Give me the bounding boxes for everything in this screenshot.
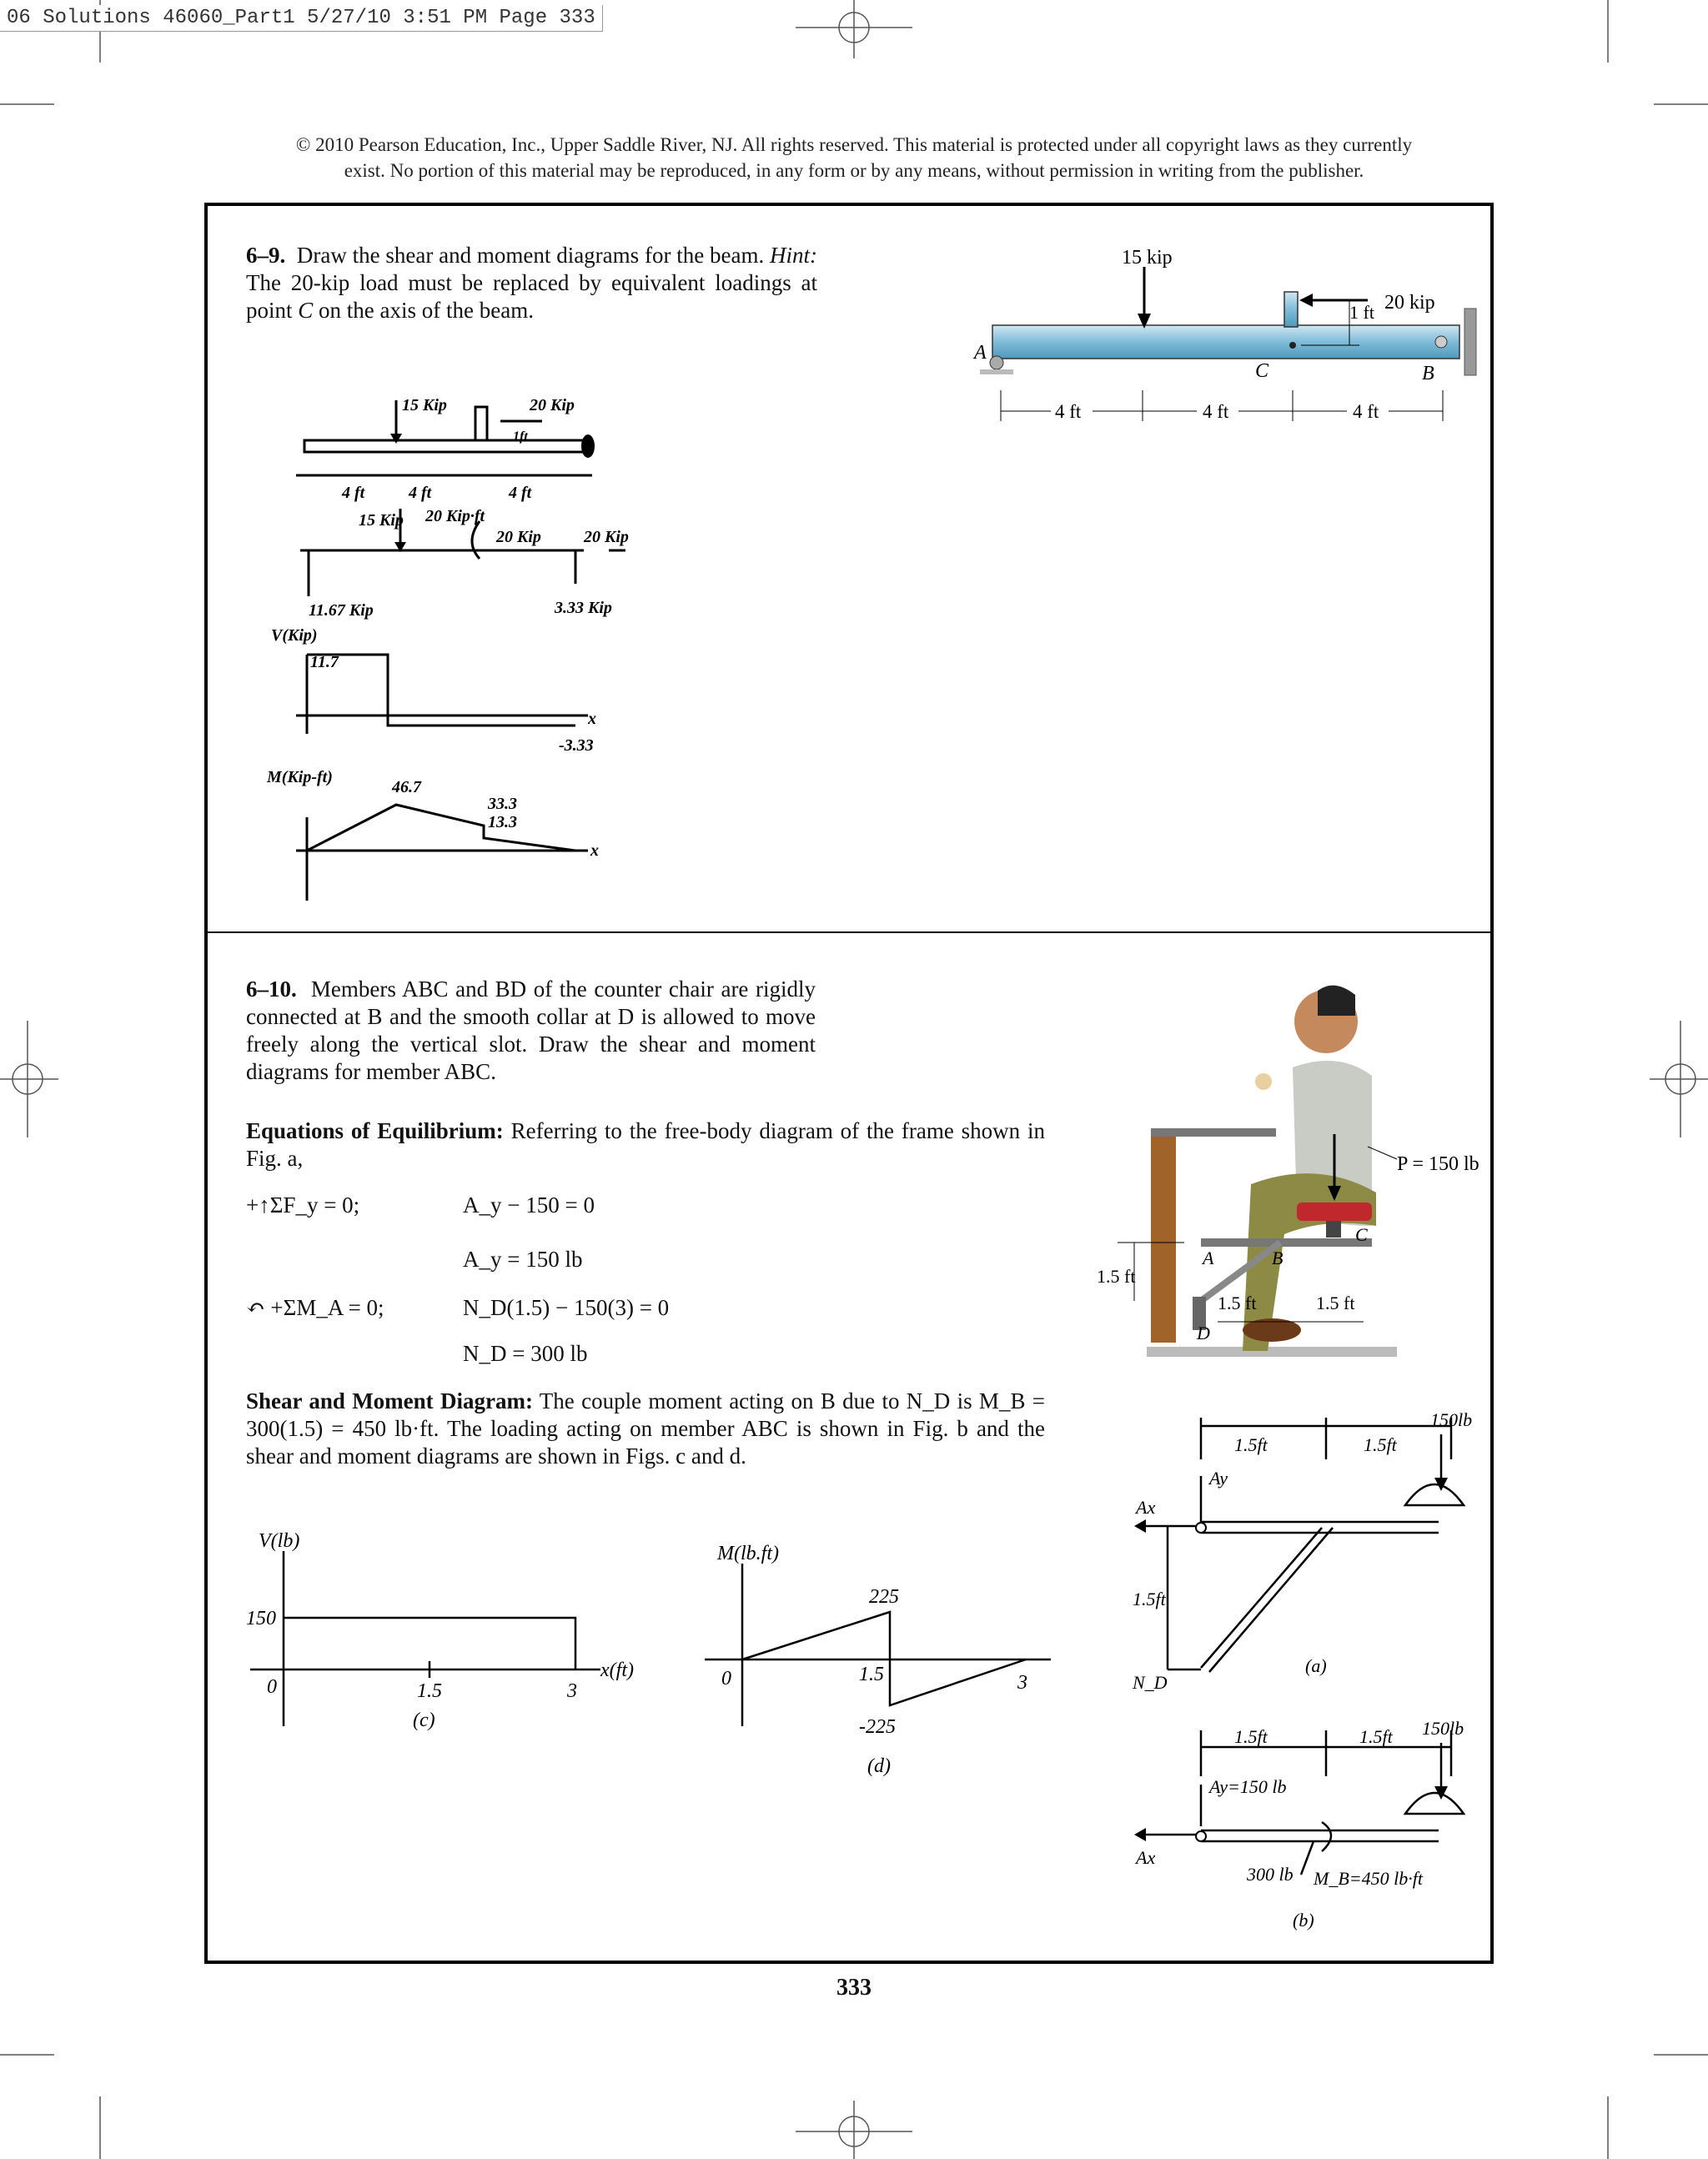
fig-a-ax: Ax xyxy=(1136,1497,1156,1518)
fig-a-d1: 1.5ft xyxy=(1234,1434,1268,1455)
fig-c-xlabel: x(ft) xyxy=(600,1659,634,1681)
load-20-kip-label: 20 kip xyxy=(1384,292,1435,314)
moment-diagram-d xyxy=(692,1526,1059,1793)
sketch-fbd-moment: 20 Kip·ft xyxy=(425,507,485,525)
fig-d-x1: 1.5 xyxy=(859,1664,884,1685)
sketch-reaction-a: 11.67 Kip xyxy=(309,601,374,620)
sketch-v-neg: -3.33 xyxy=(559,736,594,755)
sketch-m-x: x xyxy=(590,841,599,860)
point-b-label: B xyxy=(1422,363,1434,384)
fig-b-mb: M_B=450 lb·ft xyxy=(1314,1868,1423,1889)
sketch-dim2: 4 ft xyxy=(409,484,432,502)
sketch-fbd-load3: 20 Kip xyxy=(584,528,629,546)
sketch-m-label: M(Kip-ft) xyxy=(267,768,333,786)
fig-d-caption: (d) xyxy=(867,1755,891,1777)
fig-a-nd: N_D xyxy=(1133,1672,1168,1693)
copyright-notice: © 2010 Pearson Education, Inc., Upper Saddle River, NJ. All rights reserved. This material is protected under all copyright laws as they currently exist. No portion of this material may be reproduced, in any form or by any means, without permission in writing from the publisher. xyxy=(295,134,1413,181)
fig-b-load: 150lb xyxy=(1422,1718,1464,1739)
fig-d-zero: 0 xyxy=(721,1668,731,1690)
solution-sketch-6-9 xyxy=(259,384,659,901)
load-15-kip-label: 15 kip xyxy=(1122,247,1173,269)
fig-a-load: 150lb xyxy=(1430,1409,1473,1430)
fig-d-val-pos: 225 xyxy=(869,1586,899,1608)
eq3: N_D(1.5) − 150(3) = 0 xyxy=(463,1295,670,1320)
fig-c-x2: 3 xyxy=(567,1680,577,1702)
sketch-fbd-load1: 15 Kip xyxy=(359,511,404,530)
sketch-load2: 20 Kip xyxy=(530,396,575,414)
sketch-v-val: 11.7 xyxy=(310,653,339,671)
bracket xyxy=(1284,292,1298,327)
dim-1: 4 ft xyxy=(1055,401,1082,422)
fig-c-x1: 1.5 xyxy=(417,1680,442,1702)
sketch-dim3: 4 ft xyxy=(509,484,532,502)
seat xyxy=(1297,1203,1372,1221)
sketch-x-label: x xyxy=(588,710,596,728)
floor xyxy=(1147,1347,1397,1357)
dim-3: 4 ft xyxy=(1353,401,1379,422)
sketch-reaction-b: 3.33 Kip xyxy=(555,599,612,617)
fbd-figure-a xyxy=(1118,1401,1493,1693)
chair-dim-v: 1.5 ft xyxy=(1097,1266,1136,1287)
pin-support-b xyxy=(1435,336,1447,348)
equilibrium-paragraph: Equations of Equilibrium: Referring to the free-body diagram of the frame shown in Fig. a, xyxy=(246,1118,1045,1171)
fbd-figure-b xyxy=(1118,1710,1493,1943)
offset-label: 1 ft xyxy=(1349,302,1374,323)
chair-label-b: B xyxy=(1272,1248,1284,1268)
wall xyxy=(1464,309,1476,375)
beam xyxy=(992,325,1459,359)
eq1: A_y − 150 = 0 xyxy=(463,1192,595,1218)
fig-b-nd: 300 lb xyxy=(1247,1864,1294,1885)
fig-d-ylabel: M(lb.ft) xyxy=(717,1543,779,1564)
roller-support-a xyxy=(990,356,1003,369)
page-number: 333 xyxy=(836,1975,872,2001)
fig-c-ylabel: V(lb) xyxy=(259,1530,300,1552)
fig-c-caption: (c) xyxy=(413,1710,435,1731)
fig-d-val-neg: -225 xyxy=(859,1716,896,1738)
eq1-label: +↑ΣF_y = 0; xyxy=(246,1192,360,1218)
eq4: N_D = 300 lb xyxy=(463,1341,588,1366)
chair-label-d: D xyxy=(1197,1323,1210,1343)
fig-c-zero: 0 xyxy=(267,1676,277,1698)
fig-b-ay: Ay=150 lb xyxy=(1209,1776,1287,1797)
fig-b-d2: 1.5ft xyxy=(1359,1726,1393,1747)
sketch-m-val2: 33.3 xyxy=(488,795,517,813)
shear-moment-paragraph: Shear and Moment Diagram: The couple moment acting on B due to N_D is M_B = 300(1.5) = 450 lb·ft. The loading acting on member ABC is shown in Fig. b and the shear and moment diagrams are shown in Figs. c and d. xyxy=(246,1388,1045,1469)
problem-divider xyxy=(204,931,1494,933)
problem-6-9-statement: 6–9. Draw the shear and moment diagrams for the beam. Hint: The 20-kip load must be replaced by equivalent loadings at point C on the axis of the beam. xyxy=(246,243,818,323)
fig-a-dv: 1.5ft xyxy=(1133,1589,1166,1609)
eq2: A_y = 150 lb xyxy=(463,1247,583,1272)
shear-diagram-c xyxy=(242,1526,659,1743)
fig-d-x2: 3 xyxy=(1017,1672,1027,1694)
fig-a-caption: (a) xyxy=(1305,1655,1327,1676)
chair-dim-h2: 1.5 ft xyxy=(1316,1293,1355,1313)
point-c-label: C xyxy=(1255,360,1269,382)
fig-c-val: 150 xyxy=(246,1608,276,1629)
eq3-label: ↶ +ΣM_A = 0; xyxy=(246,1295,384,1320)
fig-a-d2: 1.5ft xyxy=(1364,1434,1397,1455)
point-a-label: A xyxy=(974,342,987,364)
counter-chair-figure xyxy=(1084,967,1501,1376)
counter xyxy=(1151,1130,1176,1343)
sketch-fbd-load2: 20 Kip xyxy=(496,528,541,546)
sketch-load1: 15 Kip xyxy=(402,396,447,414)
slug-line: 06 Solutions 46060_Part1 5/27/10 3:51 PM Page 333 xyxy=(0,5,603,32)
fig-b-d1: 1.5ft xyxy=(1234,1726,1268,1747)
fig-a-ay: Ay xyxy=(1209,1468,1228,1489)
sketch-m-val1: 46.7 xyxy=(392,778,421,796)
dim-2: 4 ft xyxy=(1203,401,1229,422)
beam-figure-6-9 xyxy=(967,242,1493,434)
fig-b-caption: (b) xyxy=(1293,1910,1314,1931)
load-p-label: P = 150 lb xyxy=(1397,1153,1479,1175)
sketch-offset: 1ft xyxy=(513,429,528,444)
fig-b-ax: Ax xyxy=(1136,1847,1156,1868)
chair-label-c: C xyxy=(1355,1224,1368,1245)
chair-dim-h1: 1.5 ft xyxy=(1218,1293,1257,1313)
sketch-m-val3: 13.3 xyxy=(488,813,517,831)
problem-6-10-statement: 6–10. Members ABC and BD of the counter chair are rigidly connected at B and the smooth collar at D is allowed to move freely along the vertical slot. Draw the shear and moment diagrams for member ABC. xyxy=(246,977,816,1084)
sketch-v-label: V(Kip) xyxy=(271,626,318,645)
sketch-dim1: 4 ft xyxy=(342,484,365,502)
chair-label-a: A xyxy=(1203,1248,1214,1268)
